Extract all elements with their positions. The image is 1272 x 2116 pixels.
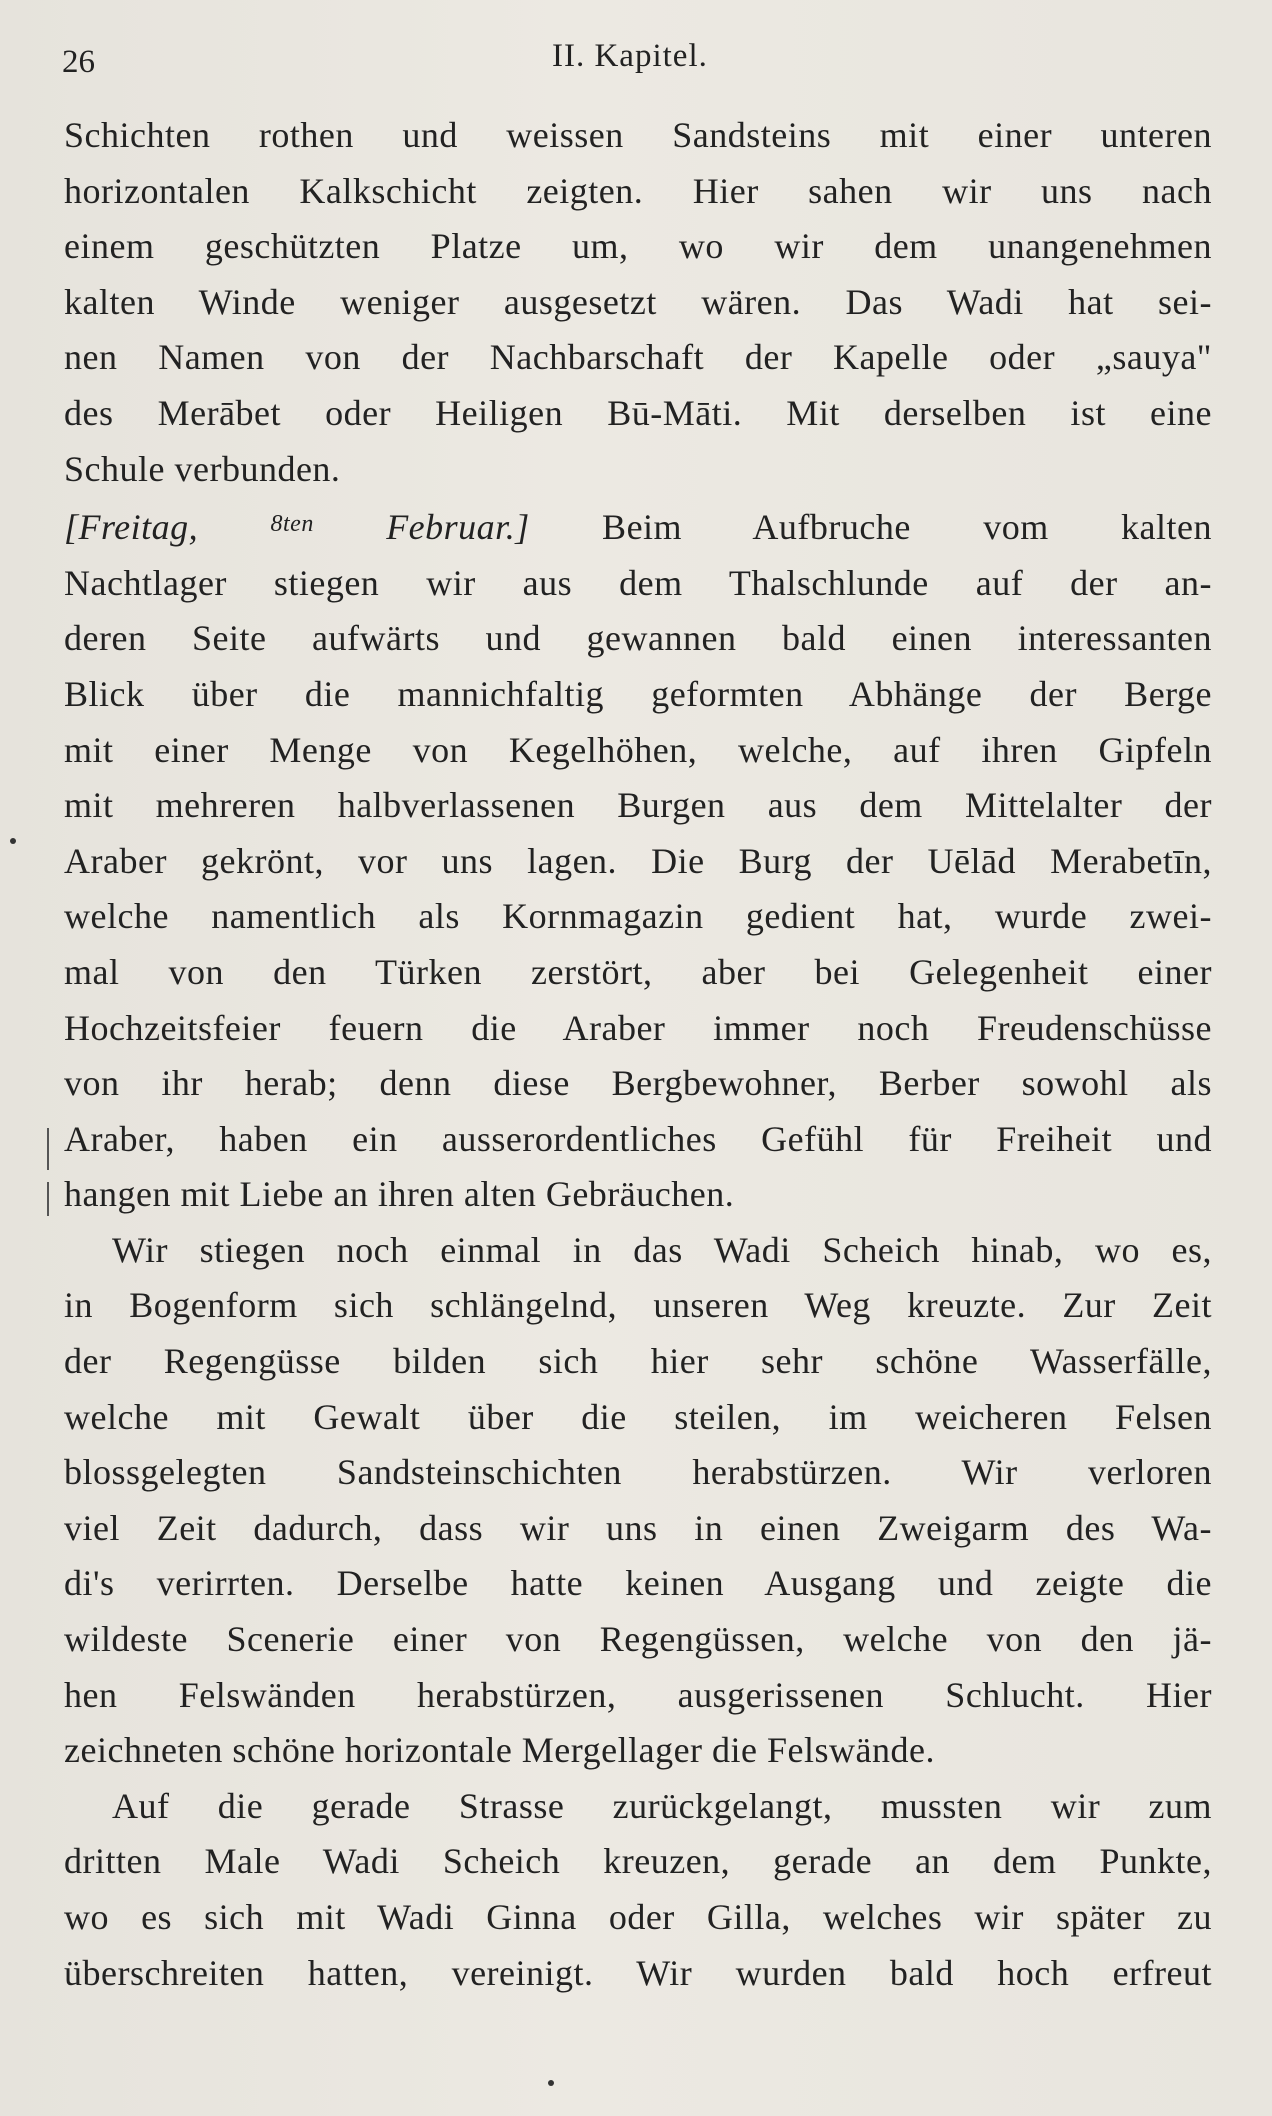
text-line: wildeste Scenerie einer von Regengüssen, welche von den jä- (64, 1619, 1212, 1660)
text-line: Wir stiegen noch einmal in das Wadi Scheich hinab, wo es, (112, 1229, 1212, 1270)
text-line: mit mehreren halbverlassenen Burgen aus dem Mittelalter der (64, 785, 1212, 826)
page-number: 26 (62, 44, 95, 80)
text-line: des Merābet oder Heiligen Bū-Māti. Mit derselben ist eine (64, 392, 1212, 433)
text-line: di's verirrten. Derselbe hatte keinen Ausgang und zeigte die (64, 1563, 1212, 1604)
text-line: Blick über die mannichfaltig geformten Abhänge der Berge (64, 673, 1212, 714)
text-line: Schule verbunden. (64, 448, 341, 489)
text-line: Beim Aufbruche vom kalten (529, 507, 1213, 548)
date-superscript: 8ten (270, 511, 314, 538)
text-line-dated (64, 497, 1212, 556)
text-line: Araber, haben ein ausserordentliches Gefühl für Freiheit und (64, 1118, 1212, 1159)
text-line: Auf die gerade Strasse zurückgelangt, mussten wir zum (112, 1785, 1212, 1826)
text-line: wo es sich mit Wadi Ginna oder Gilla, welches wir später zu (64, 1897, 1212, 1937)
paragraph-3 (64, 1223, 1212, 1779)
pencil-margin-mark (47, 1128, 49, 1170)
text-line: hen Felswänden herabstürzen, ausgerissenen Schlucht. Hier (64, 1674, 1212, 1715)
text-line: der Regengüsse bilden sich hier sehr schöne Wasserfälle, (64, 1341, 1212, 1382)
paragraph-1 (64, 108, 1212, 497)
text-line: welche namentlich als Kornmagazin gedient hat, wurde zwei- (64, 896, 1212, 937)
text-line: Hochzeitsfeier feuern die Araber immer noch Freudenschüsse (64, 1007, 1212, 1048)
body-text (64, 108, 1212, 2001)
text-line: einem geschützten Platze um, wo wir dem unangenehmen (64, 226, 1212, 267)
text-line: mit einer Menge von Kegelhöhen, welche, auf ihren Gipfeln (64, 729, 1212, 770)
text-line: Nachtlager stiegen wir aus dem Thalschlunde auf der an- (64, 562, 1212, 603)
text-line: von ihr herab; denn diese Bergbewohner, Berber sowohl als (64, 1063, 1212, 1104)
text-line: überschreiten hatten, vereinigt. Wir wurden bald hoch erfreut (64, 1952, 1212, 1993)
text-line: dritten Male Wadi Scheich kreuzen, gerade an dem Punkte, (64, 1841, 1212, 1882)
paragraph-2 (64, 497, 1212, 1223)
text-line: Schichten rothen und weissen Sandsteins mit einer unteren (64, 115, 1212, 155)
ink-dot (548, 2080, 554, 2086)
text-line: zeichneten schöne horizontale Mergellager die Felswände. (64, 1730, 935, 1771)
text-line: viel Zeit dadurch, dass wir uns in einen Zweigarm des Wa- (64, 1507, 1212, 1548)
page-header (0, 38, 1272, 88)
text-line: kalten Winde weniger ausgesetzt wären. Das Wadi hat sei- (64, 281, 1212, 322)
text-line: hangen mit Liebe an ihren alten Gebräuchen. (64, 1174, 735, 1215)
ink-dot (10, 838, 16, 844)
date-suffix: Februar.] (313, 507, 530, 548)
text-line: horizontalen Kalkschicht zeigten. Hier sahen wir uns nach (64, 170, 1212, 211)
date-prefix: [Freitag, (64, 507, 271, 548)
pencil-margin-mark (47, 1182, 49, 1216)
paragraph-4 (64, 1779, 1212, 2001)
text-line: Araber gekrönt, vor uns lagen. Die Burg der Uēlād Merabetīn, (64, 840, 1212, 881)
text-line: in Bogenform sich schlängelnd, unseren Weg kreuzte. Zur Zeit (64, 1285, 1212, 1326)
text-line: blossgelegten Sandsteinschichten herabstürzen. Wir verloren (64, 1452, 1212, 1493)
text-line: mal von den Türken zerstört, aber bei Gelegenheit einer (64, 951, 1212, 992)
text-line: welche mit Gewalt über die steilen, im weicheren Felsen (64, 1396, 1212, 1437)
text-line: deren Seite aufwärts und gewannen bald einen interessanten (64, 618, 1212, 659)
running-head: II. Kapitel. (552, 38, 708, 74)
text-line: nen Namen von der Nachbarschaft der Kapelle oder „sauya" (64, 337, 1212, 378)
